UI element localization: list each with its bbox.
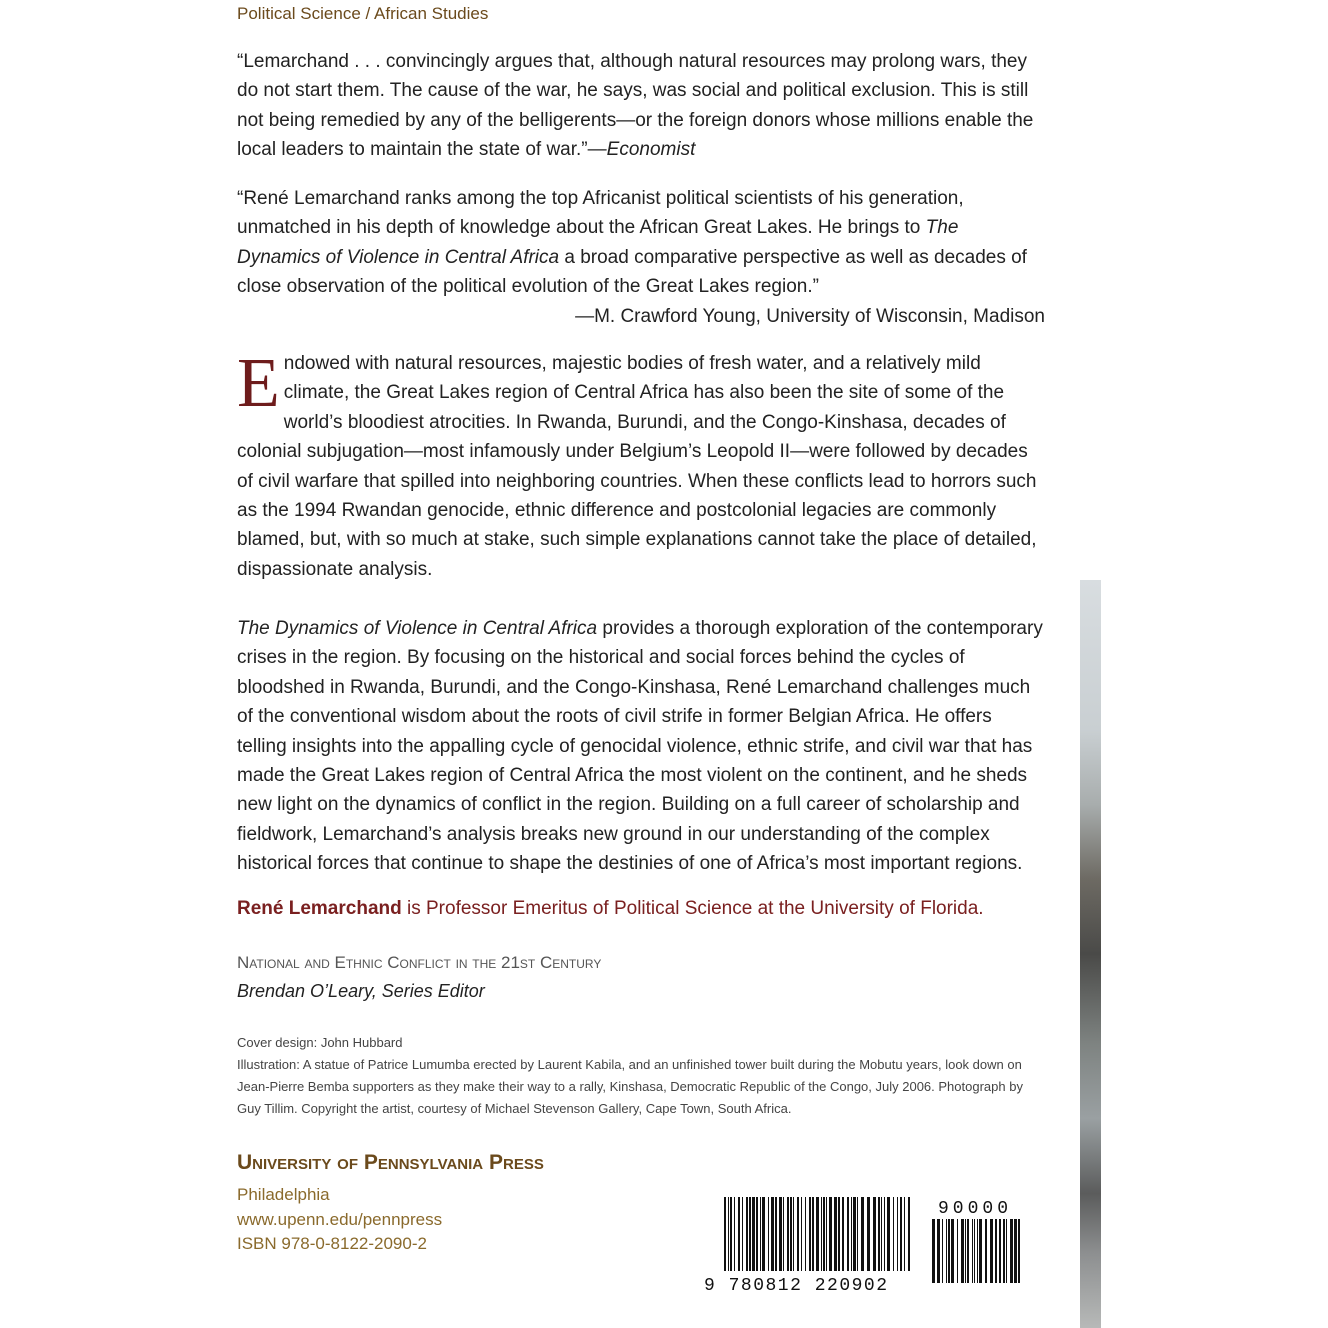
publisher-url: www.upenn.edu/pennpress <box>237 1209 443 1229</box>
barcode-bar <box>979 1219 982 1283</box>
barcode-bar <box>948 1219 950 1283</box>
barcode-bar <box>734 1197 735 1271</box>
category-label: Political Science / African Studies <box>237 4 489 23</box>
barcode-addon-bars <box>932 1219 1020 1283</box>
series-editor: Brendan O’Leary, Series Editor <box>237 981 485 1001</box>
cover-credits <box>237 1032 1047 1120</box>
barcode-addon-digits: 90000 <box>938 1199 1013 1219</box>
barcode-bar <box>884 1197 885 1271</box>
cover-photo-edge <box>1080 580 1101 1328</box>
barcode-bar <box>768 1197 769 1271</box>
book-title-italic: The Dynamics of Violence in Central Africa <box>237 618 598 639</box>
barcode-bar <box>793 1197 794 1271</box>
publisher-name: University of Pennsylvania Press <box>237 1151 544 1174</box>
barcode-bar <box>977 1219 978 1283</box>
barcode-bar <box>999 1219 1001 1283</box>
barcode-bar <box>887 1197 890 1271</box>
quote-attribution: —M. Crawford Young, University of Wisconsin, Madison <box>575 305 1045 327</box>
barcode-bar <box>851 1197 852 1271</box>
barcode-bar <box>967 1219 969 1283</box>
barcode-bar <box>834 1197 837 1271</box>
barcode-bar <box>904 1197 905 1271</box>
barcode-bar <box>937 1219 940 1283</box>
author-name: René Lemarchand <box>237 898 402 919</box>
barcode-bar <box>771 1197 774 1271</box>
description-paragraph-1 <box>237 345 1045 584</box>
barcode-bar <box>797 1197 799 1271</box>
barcode-bar <box>749 1197 751 1271</box>
quote-text-a: “René Lemarchand ranks among the top Africanist political scientists of his generation, unmatched in his depth of knowledge about the African Great Lakes. He brings to <box>237 188 964 239</box>
barcode-bar <box>972 1219 973 1283</box>
author-bio <box>237 898 984 920</box>
barcode-bar <box>760 1197 761 1271</box>
publisher-city: Philadelphia <box>237 1185 330 1204</box>
barcode-bar <box>951 1219 954 1283</box>
barcode-bar <box>779 1197 782 1271</box>
barcode-bar <box>990 1219 993 1283</box>
barcode-bar <box>861 1197 864 1271</box>
review-quote-economist <box>237 47 1045 165</box>
series-name: National and Ethnic Conflict in the 21st Century <box>237 953 602 972</box>
barcode-bar <box>752 1197 755 1271</box>
barcode-main-bars <box>724 1197 910 1271</box>
barcode-bar <box>823 1197 825 1271</box>
barcode-bar <box>756 1197 758 1271</box>
barcode-bar <box>805 1197 806 1271</box>
barcode-bar <box>821 1197 822 1271</box>
barcode-bar <box>873 1197 876 1271</box>
barcode-bar <box>762 1197 765 1271</box>
barcode-bar <box>857 1197 858 1271</box>
barcode-digits: 9 780812 220902 <box>704 1276 889 1295</box>
barcode-bar <box>1003 1219 1005 1283</box>
description-text: provides a thorough exploration of the contemporary crises in the region. By focusing on the historical and social forces behind the cycles of bloodshed in Rwanda, Burundi, and the Congo-Kinshasa, René Lemarchand challenges much of the conventional wisdom about the roots of civil strife in former Belgian Africa. He offers telling insights into the appalling cycle of genocidal violence, ethnic strife, and civil war that has made the Great Lakes region of Central Africa the most violent on the continent, and he sheds new light on the dynamics of conflict in the region. Building on a full career of scholarship and fieldwork, Lemarchand’s analysis breaks new ground in our understanding of the complex historical forces that continue to shape the destinies of one of Africa’s most important regions. <box>237 618 1043 875</box>
barcode-bar <box>974 1219 975 1283</box>
barcode-bar <box>867 1197 870 1271</box>
cover-design-credit: Cover design: John Hubbard <box>237 1035 403 1050</box>
barcode-bar <box>900 1197 902 1271</box>
barcode-bar <box>932 1219 935 1283</box>
description-paragraph-2 <box>237 614 1045 879</box>
barcode-bar <box>946 1219 947 1283</box>
barcode-bar <box>816 1197 819 1271</box>
barcode-bar <box>881 1197 882 1271</box>
barcode-bar <box>897 1197 898 1271</box>
quote-source: Economist <box>606 139 696 161</box>
barcode-bar <box>724 1197 726 1271</box>
barcode-bar <box>790 1197 792 1271</box>
barcode-bar <box>957 1219 958 1283</box>
barcode-bar <box>783 1197 784 1271</box>
barcode-bar <box>1018 1219 1020 1283</box>
barcode-bar <box>730 1197 732 1271</box>
description-text: ndowed with natural resources, majestic bodies of fresh water, and a relatively mild climate, the Great Lakes region of Central Africa has also been the site of some of the world’s bloodiest atrocities. In Rwanda, Burundi, and the Congo-Kinshasa, decades of colonial subjugation—most infamously under Belgium’s Leopold II—were followed by decades of civil warfare that spilled into neighboring countries. When these conflicts lead to horrors such as the 1994 Rwandan genocide, ethnic difference and postcolonial legacies are commonly blamed, but, with so much at stake, such simple explanations cannot take the place of detailed, dispassionate analysis. <box>237 353 1037 580</box>
barcode-bar <box>985 1219 987 1283</box>
barcode-bar <box>787 1197 789 1271</box>
review-quote-young <box>237 184 1045 331</box>
barcode-bar <box>826 1197 827 1271</box>
publisher-info <box>237 1183 442 1257</box>
barcode-bar <box>961 1219 964 1283</box>
barcode-bar <box>1010 1219 1013 1283</box>
barcode-bar <box>838 1197 840 1271</box>
barcode-bar <box>847 1197 849 1271</box>
barcode-bar <box>842 1197 844 1271</box>
barcode-bar <box>746 1197 748 1271</box>
barcode-bar <box>738 1197 740 1271</box>
barcode-bar <box>775 1197 777 1271</box>
quote-text-b: a broad comparative perspective as well as decades of close observation of the political evolution of the Great Lakes region.” <box>237 246 1027 298</box>
barcode-bar <box>853 1197 856 1271</box>
barcode-bar <box>942 1219 943 1283</box>
barcode-bar <box>878 1197 880 1271</box>
drop-cap: E <box>237 345 280 422</box>
book-title-italic: The Dynamics of Violence in Central Africa <box>237 217 959 268</box>
barcode-bar <box>728 1197 729 1271</box>
illustration-credit: Illustration: A statue of Patrice Lumumba erected by Laurent Kabila, and an unfinished tower built during the Mobutu years, look down on Jean-Pierre Bemba supporters as they make their way to a rally, Kinshasa, Democratic Republic of the Congo, July 2006. Photograph by Guy Tillim. Copyright the artist, courtesy of Michael Stevenson Gallery, Cape Town, South Africa. <box>237 1057 1023 1116</box>
barcode-bar <box>1006 1219 1007 1283</box>
barcode-bar <box>812 1197 814 1271</box>
author-bio-text: is Professor Emeritus of Political Science at the University of Florida. <box>401 898 984 919</box>
barcode-bar <box>908 1197 910 1271</box>
barcode-bar <box>893 1197 894 1271</box>
quote-text: “Lemarchand . . . convincingly argues that, although natural resources may prolong wars, they do not start them. The cause of the war, he says, was social and political exclusion. This is still not being remedied by any of the belligerents—or the foreign donors whose millions enable the local leaders to maintain the state of war.”— <box>237 51 1034 161</box>
barcode-bar <box>1014 1219 1017 1283</box>
series-info <box>237 948 601 1006</box>
barcode-bar <box>742 1197 743 1271</box>
barcode-graphic <box>700 1195 1030 1295</box>
barcode-bar <box>829 1197 832 1271</box>
isbn-barcode <box>700 1195 1030 1295</box>
barcode-bar <box>809 1197 811 1271</box>
barcode-bar <box>965 1219 966 1283</box>
barcode-bar <box>801 1197 802 1271</box>
isbn: ISBN 978-0-8122-2090-2 <box>237 1234 427 1253</box>
barcode-bar <box>995 1219 997 1283</box>
